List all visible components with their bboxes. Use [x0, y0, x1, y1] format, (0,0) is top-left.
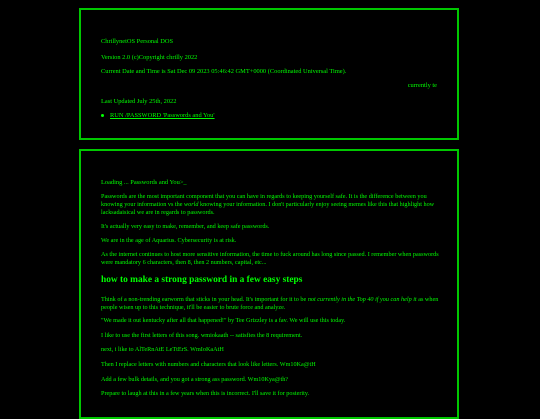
p1-em: world: [184, 201, 199, 208]
paragraph-first-letters: I like to use the first letters of this song. wmiokaath -- satisfies the 8 requirement.: [101, 332, 303, 339]
p1-text-a: Passwords are the most important component that you can have in regards to keeping yourself safe. It is the difference between you knowing your information vs the: [101, 193, 427, 208]
last-updated-text: Last Updated July 25th, 2022: [101, 98, 177, 105]
marquee-text: currently te: [407, 82, 437, 89]
os-title: ChrillynetOS Personal DOS: [101, 38, 174, 45]
paragraph-intro: [101, 193, 441, 217]
run-list-item: [101, 112, 215, 120]
p5-em: not currently in the Top 40 if you can help it: [307, 296, 417, 303]
paragraph-easy: It's actually very easy to make, remember, and keep safe passwords.: [101, 223, 270, 230]
p5-text-b: as when people wisen up to this technique, it'll be easier to brute force and analyze.: [101, 296, 439, 311]
run-password-link[interactable]: RUN /PASSWORD 'Passwords and You': [110, 112, 215, 119]
datetime-text: Current Date and Time is Sat Dec 09 2023 05:46:42 GMT+0000 (Coordinated Universal Time).: [101, 68, 347, 75]
loading-text: Loading ... Passwords and You>_: [101, 179, 187, 186]
paragraph-history: As the internet continues to host more sensitive information, the time to fuck around has long since passed. I remember when passwords were mandatory 6 characters, then 8, then 2 numbers, capital, etc...: [101, 251, 439, 266]
paragraph-posterity: Prepare to laugh at this in a few years when this is incorrect. I'll save it for posterity.: [101, 390, 310, 397]
p1-text-b: knowing your information. I don't particularly enjoy seeing memes like this that highlight how lacksadaisical we are in regards to passwords.: [101, 201, 435, 216]
bullet-icon: [101, 114, 104, 117]
paragraph-alternate: next, i like to AlTeRnAtE LeTtErS. WmIoKaAtH: [101, 346, 224, 353]
paragraph-earworm: [101, 296, 441, 312]
paragraph-aquarius: We are in the age of Aquarius. Cybersecurity is at risk.: [101, 237, 237, 244]
paragraph-bulk: Add a few bulk details, and you got a strong ass password. Wm10Kya@th?: [101, 376, 289, 383]
paragraph-replace: Then I replace letters with numbers and characters that look like letters. Wm10Ka@tH: [101, 361, 316, 368]
p5-text-a: Think of a non-trending earworm that sticks in your head. It's important for it to be: [101, 296, 308, 303]
section-heading: how to make a strong password in a few easy steps: [101, 275, 303, 285]
paragraph-song: "We made it out kentucky after all that happened!" by Tee Grizzley is a fav. We will use this today.: [101, 317, 346, 324]
content-panel: [79, 149, 459, 419]
version-text: Version 2.0 (c)Copyright chrilly 2022: [101, 54, 198, 61]
header-panel: [79, 8, 459, 140]
